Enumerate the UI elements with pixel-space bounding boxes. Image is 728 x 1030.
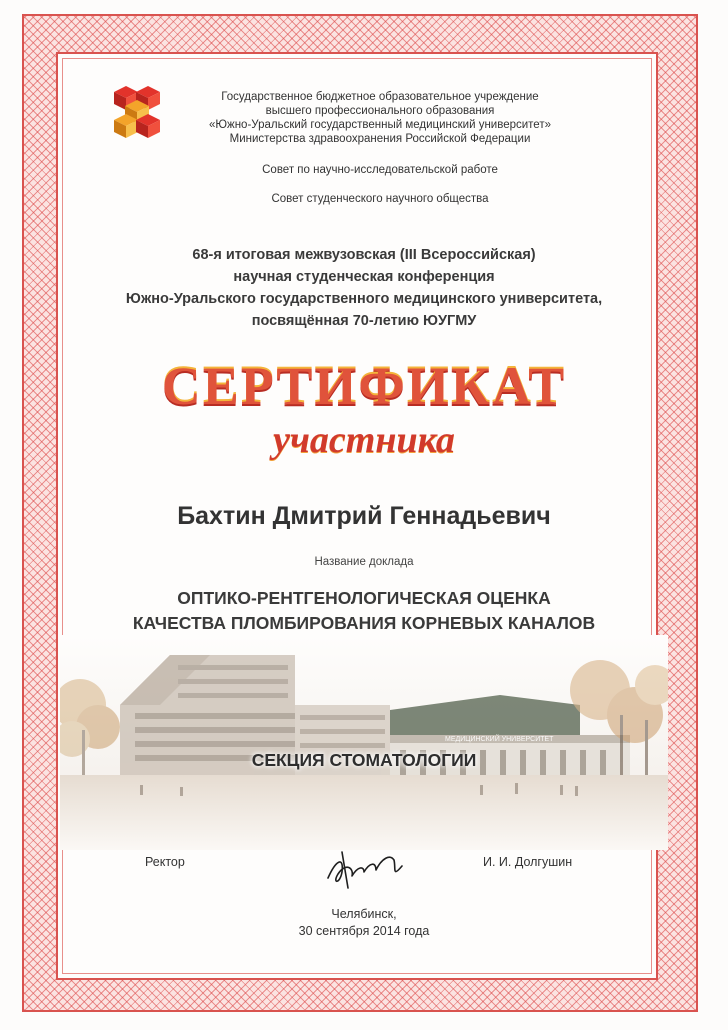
issue-date: 30 сентября 2014 года: [298, 924, 430, 938]
certificate-title: СЕРТИФИКАТ: [161, 356, 567, 416]
conference-line: научная студенческая конференция: [233, 269, 495, 285]
issue-place-date: [200, 906, 528, 940]
conference-title: [100, 244, 628, 332]
report-label: Название доклада: [314, 556, 414, 568]
signatory-role: Ректор: [145, 855, 185, 869]
university-logo: [108, 82, 170, 144]
institution-line: Государственное бюджетное образовательное учреждение: [221, 91, 539, 103]
issue-city: Челябинск,: [331, 907, 397, 921]
conference-line: Южно-Уральского государственного медицинского университета,: [125, 291, 603, 307]
institution-header: [180, 90, 580, 146]
building-sign: МЕДИЦИНСКИЙ УНИВЕРСИТЕТ: [445, 736, 554, 743]
university-building-illustration: [60, 635, 668, 850]
conference-line: 68-я итоговая межвузовская (III Всероссийская): [192, 247, 536, 263]
institution-line: высшего профессионального образования: [265, 105, 495, 117]
institution-line: Министерства здравоохранения Российской Федерации: [229, 133, 531, 145]
recipient-name: Бахтин Дмитрий Геннадьевич: [177, 502, 551, 530]
certificate-subtitle: участника: [273, 419, 455, 461]
rector-signature: [318, 838, 414, 894]
report-title-line: ОПТИКО-РЕНТГЕНОЛОГИЧЕСКАЯ ОЦЕНКА: [177, 588, 551, 608]
institution-line: «Южно-Уральский государственный медицинский университет»: [209, 119, 551, 131]
report-title-line: КАЧЕСТВА ПЛОМБИРОВАНИЯ КОРНЕВЫХ КАНАЛОВ: [132, 613, 596, 633]
student-society-council: Совет студенческого научного общества: [271, 193, 489, 205]
section-name: СЕКЦИЯ СТОМАТОЛОГИИ: [251, 750, 477, 770]
report-title: [80, 586, 648, 636]
signatory-name: И. И. Долгушин: [483, 855, 573, 869]
conference-line: посвящённая 70-летию ЮУГМУ: [251, 313, 477, 329]
research-council: Совет по научно-исследовательской работе: [262, 164, 498, 176]
